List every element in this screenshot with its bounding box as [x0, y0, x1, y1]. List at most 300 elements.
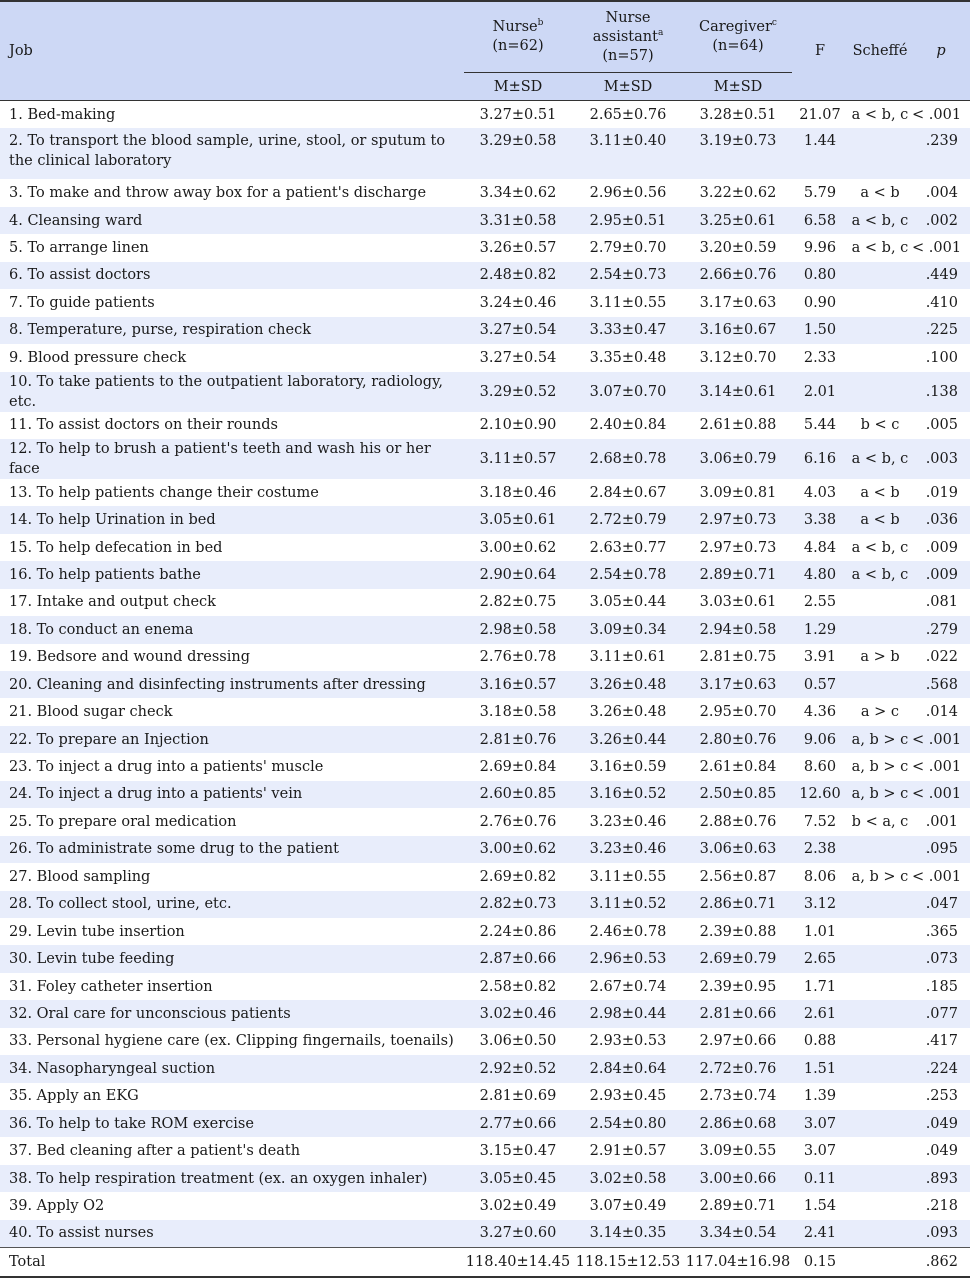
scheffe-cell [848, 1165, 912, 1192]
nurse-msd-cell: 2.92±0.52 [464, 1055, 572, 1082]
caregiver-msd-cell: 2.89±0.71 [699, 1198, 777, 1215]
nurse-assistant-column-header [572, 1, 684, 73]
scheffe-cell [848, 671, 912, 698]
job-cell: 10. To take patients to the outpatient laboratory, radiology, etc. [0, 372, 464, 412]
caregiver-msd-cell: 117.04±16.98 [684, 1248, 792, 1277]
scheffe-cell [848, 1220, 912, 1248]
table-row [0, 671, 970, 698]
caregiver-msd-cell: 3.09±0.55 [699, 1143, 777, 1160]
table-row [0, 317, 970, 344]
nurse-msd-cell: 2.69±0.82 [479, 868, 557, 885]
job-cell: 17. Intake and output check [9, 594, 216, 611]
caregiver-msd-cell: 2.97±0.73 [684, 506, 792, 533]
nurse-msd-cell: 3.24±0.46 [479, 294, 557, 311]
p-value-cell: .047 [912, 891, 970, 918]
f-value-cell: 1.54 [803, 1198, 837, 1215]
table-row [0, 372, 970, 412]
job-cell: 4. Cleansing ward [0, 207, 464, 234]
scheffe-cell: a > c [860, 704, 900, 721]
p-value-cell: .417 [925, 1033, 958, 1050]
job-cell: 7. To guide patients [9, 294, 155, 311]
table-row [0, 644, 970, 671]
caregiver-msd-cell: 2.81±0.66 [684, 1000, 792, 1027]
nurse-msd-cell: 3.18±0.58 [479, 704, 557, 721]
p-value-cell: .100 [925, 349, 958, 366]
f-value-cell: 3.07 [803, 1143, 837, 1160]
scheffe-cell: b < c [860, 417, 900, 434]
p-column-header: p [912, 1, 970, 101]
table-row [0, 1220, 970, 1248]
caregiver-msd-cell: 3.17±0.63 [699, 294, 777, 311]
job-cell: 39. Apply O2 [9, 1198, 105, 1215]
nurse-msd-cell: 2.82±0.73 [464, 891, 572, 918]
nurse-msd-cell: 3.00±0.62 [479, 539, 557, 556]
table-row [0, 836, 970, 863]
job-cell: 2. To transport the blood sample, urine, stool, or sputum to the clinical laboratory [0, 128, 464, 179]
job-cell: 37. Bed cleaning after a patient's death [9, 1143, 301, 1160]
p-value-cell: .049 [912, 1110, 970, 1137]
nurse-msd-header: M±SD [464, 73, 572, 101]
f-value-cell: 0.88 [803, 1033, 837, 1050]
total-row [0, 1248, 970, 1277]
nurse-msd-cell: 2.98±0.58 [464, 616, 572, 643]
nurse-msd-cell: 3.27±0.54 [464, 317, 572, 344]
p-value-cell: .893 [912, 1165, 970, 1192]
f-value-cell: 2.65 [792, 945, 848, 972]
scheffe-cell [848, 1028, 912, 1055]
nurse-assistant-msd-cell: 3.11±0.55 [589, 294, 667, 311]
nurse-assistant-sample-size: (n=57) [602, 47, 654, 64]
table-row [0, 616, 970, 643]
p-value-cell: < .001 [912, 759, 962, 776]
table-row [0, 344, 970, 371]
nurse-assistant-msd-cell: 3.23±0.46 [572, 836, 684, 863]
p-value-cell: < .001 [912, 868, 962, 885]
job-cell: 3. To make and throw away box for a patient's discharge [9, 185, 427, 202]
job-cell: 25. To prepare oral medication [9, 813, 237, 830]
nurse-msd-cell: 2.87±0.66 [464, 945, 572, 972]
job-cell: 8. Temperature, purse, respiration check [0, 317, 464, 344]
nurse-assistant-msd-cell: 3.11±0.61 [589, 649, 667, 666]
p-value-cell: .036 [912, 506, 970, 533]
scheffe-cell: a < b, c [848, 207, 912, 234]
p-value-cell: .095 [912, 836, 970, 863]
nurse-assistant-msd-cell: 2.95±0.51 [572, 207, 684, 234]
nurse-assistant-msd-cell: 2.96±0.56 [589, 185, 667, 202]
nurse-msd-cell: 3.15±0.47 [479, 1143, 557, 1160]
scheffe-cell: a < b [860, 185, 900, 202]
nurse-msd-cell: 2.24±0.86 [479, 923, 557, 940]
job-cell: 13. To help patients change their costume [9, 484, 319, 501]
p-value-cell: .002 [912, 207, 970, 234]
table-row [0, 781, 970, 808]
p-value-cell: .225 [912, 317, 970, 344]
table-row [0, 945, 970, 972]
nurse-msd-cell: 3.00±0.62 [464, 836, 572, 863]
nurse-assistant-msd-cell: 3.11±0.40 [572, 128, 684, 179]
scheffe-cell [848, 973, 912, 1000]
nurse-msd-cell: 2.48±0.82 [464, 262, 572, 289]
p-value-cell: .009 [912, 561, 970, 588]
header-row [0, 1, 970, 73]
f-value-cell: 7.52 [803, 813, 837, 830]
scheffe-cell: a < b, c [848, 561, 912, 588]
scheffe-cell: a < b, c [851, 539, 909, 556]
caregiver-msd-cell: 2.56±0.87 [699, 868, 777, 885]
scheffe-cell [848, 344, 912, 371]
p-value-cell: .009 [925, 539, 958, 556]
p-value-cell: < .001 [912, 726, 970, 753]
nurse-msd-cell: 2.81±0.69 [479, 1088, 557, 1105]
table-row [0, 479, 970, 506]
f-value-cell: 8.60 [803, 759, 837, 776]
nurse-assistant-msd-cell: 3.07±0.49 [589, 1198, 667, 1215]
scheffe-cell [848, 589, 912, 616]
f-value-cell: 3.91 [803, 649, 837, 666]
f-column-header: F [792, 1, 848, 101]
scheffe-cell [848, 289, 912, 316]
f-value-cell: 9.96 [803, 240, 837, 257]
p-value-cell: .449 [912, 262, 970, 289]
scheffe-cell: a < b [860, 484, 900, 501]
p-value-cell: .014 [925, 704, 958, 721]
nurse-msd-cell: 3.29±0.58 [464, 128, 572, 179]
table-row [0, 973, 970, 1000]
caregiver-msd-cell: 3.20±0.59 [699, 240, 777, 257]
nurse-msd-cell: 3.06±0.50 [479, 1033, 557, 1050]
caregiver-msd-cell: 2.86±0.71 [684, 891, 792, 918]
job-cell: 27. Blood sampling [9, 868, 151, 885]
nurse-assistant-msd-cell: 2.63±0.77 [589, 539, 667, 556]
caregiver-msd-cell: 3.28±0.51 [699, 106, 777, 123]
nurse-assistant-msd-cell: 3.33±0.47 [572, 317, 684, 344]
f-value-cell: 2.61 [792, 1000, 848, 1027]
nurse-msd-cell: 3.27±0.51 [479, 106, 557, 123]
scheffe-cell: a, b > c [851, 759, 909, 776]
table-row [0, 808, 970, 835]
scheffe-cell [848, 1137, 912, 1164]
caregiver-msd-cell: 3.19±0.73 [684, 128, 792, 179]
job-cell: 15. To help defecation in bed [9, 539, 223, 556]
table-row [0, 262, 970, 289]
scheffe-cell: a, b > c [848, 726, 912, 753]
scheffe-cell: b < a, c [851, 813, 909, 830]
nurse-assistant-msd-cell: 3.09±0.34 [572, 616, 684, 643]
nurse-assistant-msd-cell: 2.54±0.78 [572, 561, 684, 588]
scheffe-cell [848, 1110, 912, 1137]
scheffe-cell [848, 1000, 912, 1027]
job-cell: 19. Bedsore and wound dressing [9, 649, 250, 666]
job-cell: 36. To help to take ROM exercise [0, 1110, 464, 1137]
nurse-assistant-msd-cell: 3.14±0.35 [572, 1220, 684, 1248]
caregiver-label: Caregiver [699, 19, 772, 35]
nurse-msd-cell: 2.82±0.75 [479, 594, 557, 611]
caregiver-sample-size: (n=64) [712, 38, 764, 54]
nurse-assistant-msd-cell: 3.35±0.48 [589, 349, 667, 366]
scheffe-cell [848, 836, 912, 863]
nurse-assistant-msd-cell: 118.15±12.53 [572, 1248, 684, 1277]
nurse-assistant-msd-cell: 3.26±0.44 [572, 726, 684, 753]
nurse-assistant-msd-cell: 3.16±0.59 [589, 759, 667, 776]
job-cell: 40. To assist nurses [0, 1220, 464, 1248]
nurse-msd-cell: 2.60±0.85 [464, 781, 572, 808]
nurse-msd-cell: 3.31±0.58 [464, 207, 572, 234]
nurse-assistant-msd-cell: 3.23±0.46 [589, 813, 667, 830]
table-row [0, 589, 970, 616]
nurse-assistant-msd-cell: 2.65±0.76 [589, 106, 667, 123]
nurse-assistant-msd-cell: 3.02±0.58 [572, 1165, 684, 1192]
nurse-msd-cell: 3.16±0.57 [464, 671, 572, 698]
nurse-msd-cell: 3.27±0.54 [479, 349, 557, 366]
caregiver-msd-header: M±SD [684, 73, 792, 101]
scheffe-cell [848, 1192, 912, 1219]
job-cell: 9. Blood pressure check [9, 349, 187, 366]
caregiver-msd-cell: 3.25±0.61 [684, 207, 792, 234]
f-value-cell: 0.11 [792, 1165, 848, 1192]
job-cell: 31. Foley catheter insertion [9, 978, 213, 995]
table-row [0, 179, 970, 206]
p-value-cell: .081 [925, 594, 958, 611]
p-value-cell: .185 [925, 978, 958, 995]
nurse-assistant-label-line2: assistant [592, 28, 658, 45]
job-cell: 12. To help to brush a patient's teeth and wash his or her face [0, 439, 464, 479]
f-value-cell: 3.12 [792, 891, 848, 918]
nurse-msd-cell: 2.90±0.64 [464, 561, 572, 588]
scheffe-cell [848, 616, 912, 643]
f-value-cell: 2.33 [803, 349, 837, 366]
scheffe-cell: a, b > c [851, 868, 909, 885]
nurse-msd-cell: 2.58±0.82 [479, 978, 557, 995]
scheffe-cell [848, 262, 912, 289]
f-value-cell: 1.39 [803, 1088, 837, 1105]
nurse-assistant-msd-cell: 2.93±0.53 [589, 1033, 667, 1050]
scheffe-cell: a, b > c [848, 781, 912, 808]
p-value-cell: .365 [925, 923, 958, 940]
table-row [0, 1028, 970, 1055]
f-value-cell: 1.71 [803, 978, 837, 995]
table-row [0, 234, 970, 261]
p-value-cell: .410 [925, 294, 958, 311]
job-cell: 18. To conduct an enema [0, 616, 464, 643]
f-value-cell: 4.03 [803, 484, 837, 501]
table-row [0, 1110, 970, 1137]
nurse-assistant-msd-cell: 2.40±0.84 [589, 417, 667, 434]
job-cell: Total [0, 1248, 464, 1277]
caregiver-msd-cell: 2.81±0.75 [699, 649, 777, 666]
nurse-assistant-msd-cell: 2.84±0.67 [589, 484, 667, 501]
nurse-assistant-msd-cell: 3.05±0.44 [589, 594, 667, 611]
scheffe-cell [848, 945, 912, 972]
scheffe-cell [848, 891, 912, 918]
p-value-cell: < .001 [912, 781, 970, 808]
caregiver-msd-cell: 3.12±0.70 [699, 349, 777, 366]
f-value-cell: 2.41 [792, 1220, 848, 1248]
nurse-sample-size: (n=62) [492, 38, 544, 54]
f-value-cell: 2.55 [803, 594, 837, 611]
f-value-cell: 6.16 [792, 439, 848, 479]
caregiver-msd-cell: 2.50±0.85 [684, 781, 792, 808]
f-value-cell: 0.57 [792, 671, 848, 698]
p-value-cell: .004 [925, 185, 958, 202]
p-value-cell: .003 [912, 439, 970, 479]
caregiver-msd-cell: 2.61±0.88 [699, 417, 777, 434]
job-cell: 32. Oral care for unconscious patients [0, 1000, 464, 1027]
f-value-cell: 0.15 [792, 1248, 848, 1277]
f-value-cell: 0.90 [803, 294, 837, 311]
nurse-msd-cell: 2.81±0.76 [464, 726, 572, 753]
caregiver-superscript: c [771, 18, 777, 28]
table-row [0, 101, 970, 129]
caregiver-msd-cell: 2.94±0.58 [684, 616, 792, 643]
caregiver-msd-cell: 2.73±0.74 [699, 1088, 777, 1105]
table-row [0, 128, 970, 179]
job-cell: 16. To help patients bathe [0, 561, 464, 588]
caregiver-msd-cell: 2.88±0.76 [699, 813, 777, 830]
nurse-msd-cell: 3.11±0.57 [464, 439, 572, 479]
f-value-cell: 3.38 [792, 506, 848, 533]
scheffe-cell [848, 372, 912, 412]
caregiver-msd-cell: 3.09±0.81 [699, 484, 777, 501]
nurse-msd-cell: 2.10±0.90 [479, 417, 557, 434]
scheffe-column-header: Scheffé [848, 1, 912, 101]
f-value-cell: 12.60 [792, 781, 848, 808]
nurse-msd-cell: 3.29±0.52 [464, 372, 572, 412]
caregiver-msd-cell: 2.72±0.76 [684, 1055, 792, 1082]
table-row [0, 534, 970, 561]
caregiver-msd-cell: 3.22±0.62 [699, 185, 777, 202]
table-row [0, 1000, 970, 1027]
scheffe-cell [848, 128, 912, 179]
caregiver-msd-cell: 2.61±0.84 [699, 759, 777, 776]
caregiver-msd-cell: 2.69±0.79 [684, 945, 792, 972]
table-row [0, 918, 970, 945]
caregiver-msd-cell: 2.39±0.88 [699, 923, 777, 940]
caregiver-msd-cell: 3.17±0.63 [684, 671, 792, 698]
p-value-cell: .138 [912, 372, 970, 412]
nurse-assistant-msd-cell: 2.79±0.70 [589, 240, 667, 257]
nurse-assistant-msd-cell: 3.16±0.52 [572, 781, 684, 808]
f-value-cell: 8.06 [803, 868, 837, 885]
job-cell: 1. Bed-making [9, 106, 116, 123]
nurse-msd-cell: 3.27±0.60 [464, 1220, 572, 1248]
scheffe-cell [848, 317, 912, 344]
f-value-cell: 1.01 [803, 923, 837, 940]
nurse-superscript: b [537, 18, 544, 28]
job-cell: 11. To assist doctors on their rounds [9, 417, 278, 434]
caregiver-msd-cell: 2.39±0.95 [699, 978, 777, 995]
nurse-assistant-msd-cell: 3.11±0.52 [572, 891, 684, 918]
table-row [0, 412, 970, 439]
table-row [0, 1055, 970, 1082]
f-value-cell: 4.80 [792, 561, 848, 588]
caregiver-msd-cell: 3.00±0.66 [684, 1165, 792, 1192]
job-cell: 23. To inject a drug into a patients' muscle [9, 759, 324, 776]
scheffe-cell: a < b [848, 506, 912, 533]
scheffe-cell [848, 1248, 912, 1277]
scheffe-cell [848, 918, 912, 945]
p-value-cell: .862 [912, 1248, 970, 1277]
job-cell: 20. Cleaning and disinfecting instruments after dressing [0, 671, 464, 698]
caregiver-msd-cell: 2.95±0.70 [699, 704, 777, 721]
job-cell: 33. Personal hygiene care (ex. Clipping fingernails, toenails) [9, 1033, 454, 1050]
f-value-cell: 1.51 [792, 1055, 848, 1082]
caregiver-msd-cell: 2.97±0.66 [699, 1033, 777, 1050]
f-value-cell: 5.79 [803, 185, 837, 202]
nurse-msd-cell: 2.76±0.78 [479, 649, 557, 666]
job-cell: 24. To inject a drug into a patients' vein [0, 781, 464, 808]
nurse-msd-cell: 2.69±0.84 [479, 759, 557, 776]
caregiver-msd-cell: 2.80±0.76 [684, 726, 792, 753]
f-value-cell: 4.84 [803, 539, 837, 556]
f-value-cell: 1.50 [792, 317, 848, 344]
scheffe-cell [848, 1083, 912, 1110]
job-cell: 38. To help respiration treatment (ex. an oxygen inhaler) [0, 1165, 464, 1192]
table-row [0, 207, 970, 234]
table-row [0, 753, 970, 780]
caregiver-msd-cell: 2.97±0.73 [699, 539, 777, 556]
table-row [0, 1083, 970, 1110]
table-row [0, 863, 970, 890]
job-column-header: Job [0, 1, 464, 101]
nurse-assistant-msd-cell: 2.68±0.78 [572, 439, 684, 479]
caregiver-column-header [684, 1, 792, 73]
table-row [0, 1192, 970, 1219]
job-cell: 6. To assist doctors [0, 262, 464, 289]
table-row [0, 439, 970, 479]
nurse-assistant-msd-cell: 2.46±0.78 [589, 923, 667, 940]
nurse-msd-cell: 3.05±0.45 [464, 1165, 572, 1192]
job-cell: 5. To arrange linen [9, 240, 149, 257]
table-row [0, 1137, 970, 1164]
f-value-cell: 2.38 [792, 836, 848, 863]
job-cell: 14. To help Urination in bed [0, 506, 464, 533]
caregiver-msd-cell: 3.14±0.61 [684, 372, 792, 412]
job-cell: 35. Apply an EKG [9, 1088, 139, 1105]
nurse-column-header [464, 1, 572, 73]
caregiver-msd-cell: 3.16±0.67 [684, 317, 792, 344]
nurse-msd-cell: 2.76±0.76 [479, 813, 557, 830]
f-value-cell: 6.58 [792, 207, 848, 234]
p-value-cell: .073 [912, 945, 970, 972]
nurse-assistant-msd-cell: 2.96±0.53 [572, 945, 684, 972]
p-value-cell: .253 [925, 1088, 958, 1105]
f-value-cell: 3.07 [792, 1110, 848, 1137]
f-value-cell: 21.07 [799, 106, 841, 123]
job-cell: 22. To prepare an Injection [0, 726, 464, 753]
caregiver-msd-cell: 2.89±0.71 [684, 561, 792, 588]
scheffe-cell: a < b, c [848, 439, 912, 479]
nurse-assistant-msd-cell: 3.26±0.48 [589, 704, 667, 721]
nurse-assistant-msd-cell: 2.98±0.44 [572, 1000, 684, 1027]
p-value-cell: .049 [925, 1143, 958, 1160]
nurse-msd-cell: 3.02±0.49 [479, 1198, 557, 1215]
caregiver-msd-cell: 3.03±0.61 [699, 594, 777, 611]
p-value-cell: .001 [925, 813, 958, 830]
table-row [0, 289, 970, 316]
nurse-assistant-msd-cell: 2.84±0.64 [572, 1055, 684, 1082]
f-value-cell: 1.29 [792, 616, 848, 643]
f-value-cell: 0.80 [792, 262, 848, 289]
job-cell: 29. Levin tube insertion [9, 923, 185, 940]
table-row [0, 726, 970, 753]
caregiver-msd-cell: 3.06±0.63 [684, 836, 792, 863]
nurse-msd-cell: 3.26±0.57 [479, 240, 557, 257]
nurse-msd-cell: 3.02±0.46 [464, 1000, 572, 1027]
nurse-assistant-msd-cell: 3.26±0.48 [572, 671, 684, 698]
f-value-cell: 4.36 [803, 704, 837, 721]
nurse-assistant-msd-header: M±SD [572, 73, 684, 101]
nurse-msd-cell: 3.34±0.62 [479, 185, 557, 202]
